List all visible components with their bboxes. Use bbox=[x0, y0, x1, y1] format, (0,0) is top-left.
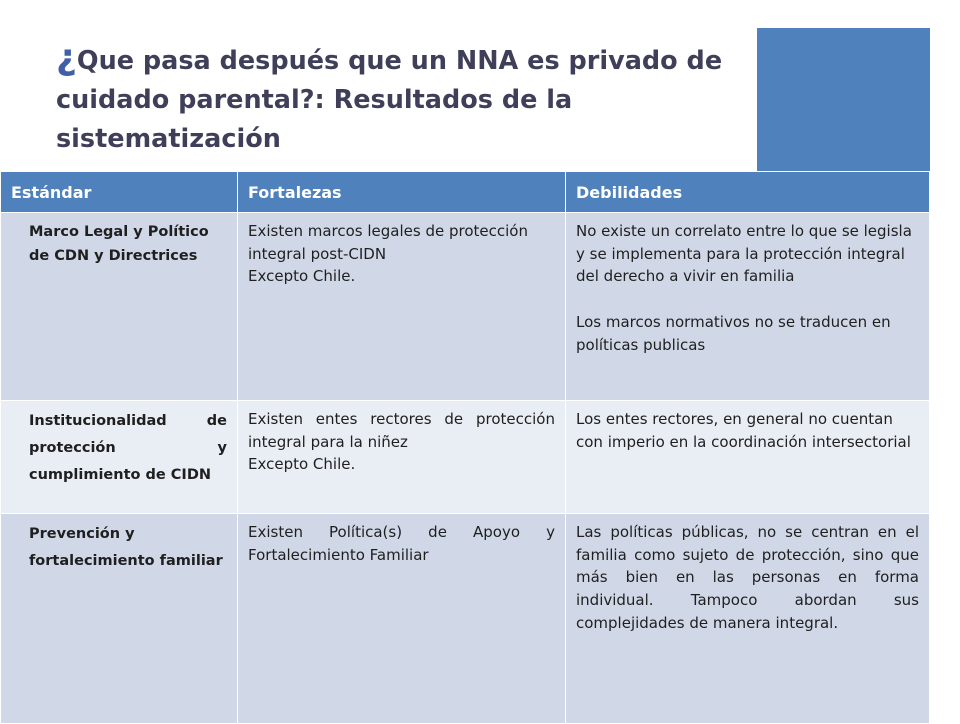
weaknesses-cell: Los entes rectores, en general no cuentan con imperio en la coordinación intersectorial bbox=[566, 401, 930, 514]
header-weaknesses: Debilidades bbox=[566, 172, 930, 213]
standard-cell: Marco Legal y Político de CDN y Directrices bbox=[1, 213, 238, 401]
decorative-blue-box bbox=[757, 28, 930, 171]
table-row bbox=[1, 401, 930, 514]
strengths-cell: Existen entes rectores de protección integral para la niñez Excepto Chile. bbox=[238, 401, 566, 514]
standards-table bbox=[0, 171, 930, 724]
title-text: Que pasa después que un NNA es privado de cuidado parental?: Resultados de la sistematización bbox=[56, 46, 723, 154]
weaknesses-cell: Las políticas públicas, no se centran en el familia como sujeto de protección, sino que más bien en las personas en forma individual. Tampoco abordan sus complejidades de manera integral. bbox=[566, 514, 930, 724]
title-question-mark: ¿ bbox=[56, 37, 77, 78]
weaknesses-cell: No existe un correlato entre lo que se legisla y se implementa para la protección integral del derecho a vivir en familia Los marcos normativos no se traducen en políticas publicas bbox=[566, 213, 930, 401]
table-header-row bbox=[1, 172, 930, 213]
standard-cell: Prevención y fortalecimiento familiar bbox=[1, 514, 238, 724]
table-row bbox=[1, 514, 930, 724]
standard-cell: Institucionalidad de protección y cumplimiento de CIDN bbox=[1, 401, 238, 514]
header-strengths: Fortalezas bbox=[238, 172, 566, 213]
strengths-cell: Existen marcos legales de protección integral post-CIDN Excepto Chile. bbox=[238, 213, 566, 401]
header-standard: Estándar bbox=[1, 172, 238, 213]
slide-title bbox=[56, 37, 736, 159]
strengths-cell: Existen Política(s) de Apoyo y Fortalecimiento Familiar bbox=[238, 514, 566, 724]
table-row bbox=[1, 213, 930, 401]
